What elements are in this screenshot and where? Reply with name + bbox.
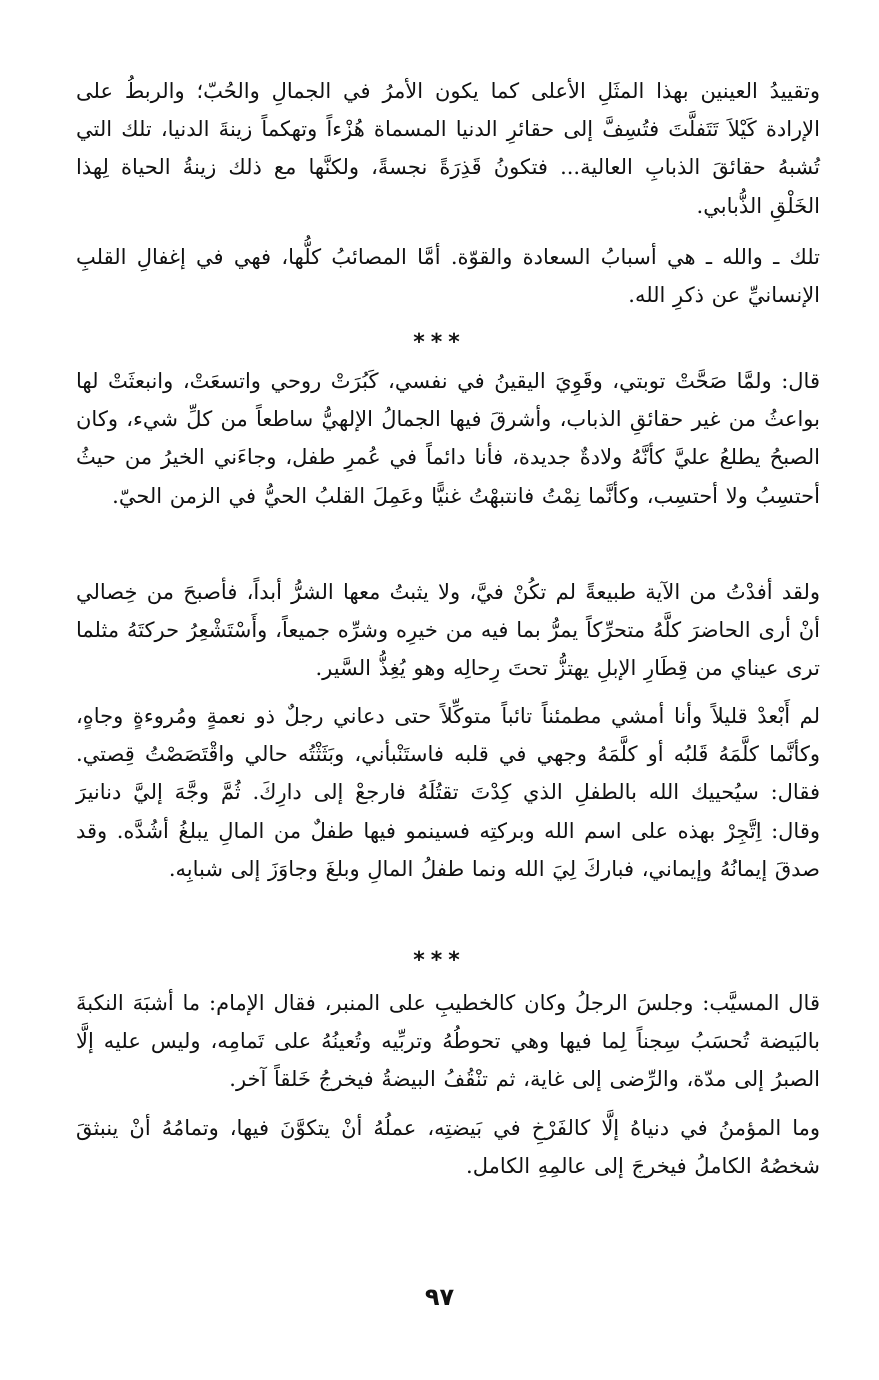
page-number: ٩٧ — [424, 1283, 455, 1311]
section-separator-1: *** — [413, 330, 466, 355]
paragraph-7: وما المؤمنُ في دنياهُ إلَّا كالفَرْخِ في بَيضتِه، عملُهُ أنْ يتكوَّنَ فيها، وتمامُهُ أنْ ينبثقَ شخصُهُ الكاملُ فيخرجَ إلى عالمِهِ الكامل. — [76, 1116, 820, 1179]
section-separator-2: *** — [413, 948, 466, 973]
paragraph-2: تلك ـ والله ـ هي أسبابُ السعادة والقوّة. أمَّا المصائبُ كلُّها، فهي في إغفالِ القلبِ الإنسانيِّ عن ذكرِ الله. — [76, 245, 820, 308]
paragraph-4: ولقد أفدْتُ من الآية طبيعةً لم تكُنْ فيَّ، ولا يثبتُ معها الشرُّ أبداً، فأصبحَ من خِصالي أنْ أرى الحاضرَ كلَّهُ متحرِّكاً يمرُّ بما فيه من خيرِه وشرِّه جميعاً، وأَسْتَشْعِرُ حركتَهُ مثلما ترى عيناي من قِطَارِ الإبلِ يهتزُّ تحتَ رِحالِه وهو يُغِذُّ السَّير. — [76, 580, 820, 681]
paragraph-5: لم أَبْعدْ قليلاً وأنا أمشي مطمئناً تائباً متوكِّلاً حتى دعاني رجلٌ ذو نعمةٍ ومُروءةٍ وجاهٍ، وكأنَّما كلَّمَهُ قَلبُه أو كلَّمَهُ وجهي في قلبه فاستَنْبأني، وبَثَثْتُه حالي واقْتَصَصْتُ قِصتي. فقال: سيُحييك الله بالطفلِ الذي كِدْتَ تقتُلَهُ فارجعْ إلى دارِكَ. ثُمَّ وجَّهَ إليَّ دنانيرَ وقال: اِتَّجِرْ بهذه على اسم الله وبركتِه فسينمو فيها طفلٌ من المالِ يبلغُ أشُدَّه. وقد صدقَ إيمانُهُ وإيماني، فباركَ لِيَ الله ونما طفلُ المالِ وبلغَ وجاوَزَ إلى شبابِه. — [76, 704, 820, 881]
paragraph-3: قال: ولمَّا صَحَّتْ توبتي، وقَوِيَ اليقينُ في نفسي، كَبُرَتْ روحي واتسعَتْ، وانبعثَتْ لها بواعثُ من غير حقائقِ الذباب، وأشرقَ فيها الجمالُ الإلهيُّ ساطعاً من كلِّ شيء، وكان الصبحُ يطلعُ عليَّ كأنَّهُ ولادةٌ جديدة، فأنا دائماً في عُمرِ طفل، وجاءَني الخيرُ من حيثُ أحتسِبُ ولا أحتسِب، وكأنَّما نِمْتُ فانتبهْتُ غنيًّا وعَمِلَ القلبُ الحيُّ في الزمن الحيّ. — [76, 369, 820, 508]
paragraph-6: قال المسيَّب: وجلسَ الرجلُ وكان كالخطيبِ على المنبر، فقال الإمام: ما أشبَهَ النكبةَ بالبَيضة تُحسَبُ سِجناً لِما فيها وهي تحوطُهُ وتربِّيه وتُعينُهُ على تَمامِه، وليس عليه إلَّا الصبرُ إلى مدّة، والرِّضى إلى غاية، ثم تنْقُفُ البيضةُ فيخرجُ خَلقاً آخر. — [76, 991, 820, 1092]
paragraph-1: وتقييدُ العينين بهذا المثَلِ الأعلى كما يكون الأمرُ في الجمالِ والحُبّ؛ والربطُ على الإرادة كَيْلاَ تَتَفلَّتَ فتُسِفَّ إلى حقائرِ الدنيا المسماة هُزْءاً وتهكماً زينةَ الدنيا، تلك التي تُشبهُ حقائقَ الذبابِ العالية... فتكونُ قَذِرَةً نجسةً، ولكنَّها مع ذلك زينةُ الحياة لِهذا الخَلْقِ الذُّبابي. — [76, 79, 820, 218]
